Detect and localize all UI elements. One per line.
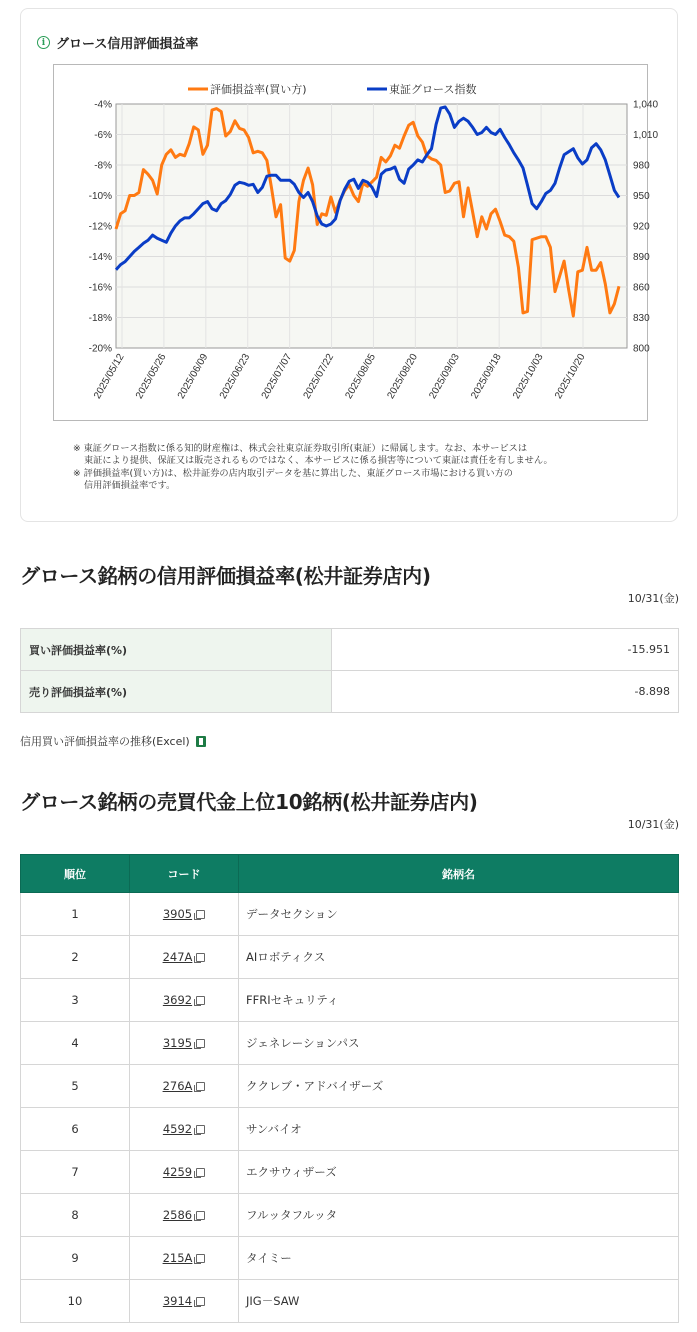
stock-name-cell: フルッタフルッタ: [239, 1194, 679, 1237]
ranking-body: [21, 893, 679, 1323]
y-right-tick-label: 830: [633, 313, 650, 324]
stock-name-cell: データセクション: [239, 893, 679, 936]
y-left-tick-label: -4%: [94, 99, 112, 111]
chart-svg: [54, 65, 659, 420]
ratio-row-sell: [21, 671, 679, 713]
stock-code-link[interactable]: 3914: [162, 1294, 193, 1308]
buy-ratio-label: 買い評価損益率(%): [21, 629, 332, 671]
code-cell: [130, 1194, 239, 1237]
stock-name-cell: JIG－SAW: [239, 1280, 679, 1323]
sell-ratio-label: 売り評価損益率(%): [21, 671, 332, 713]
copy-icon[interactable]: [196, 1211, 205, 1220]
ranking-date: 10/31(金): [627, 818, 679, 831]
sell-ratio-value: -8.898: [332, 671, 679, 713]
table-row: [21, 1108, 679, 1151]
stock-name-cell: AIロボティクス: [239, 936, 679, 979]
ratio-table: [20, 628, 679, 713]
table-row: [21, 1280, 679, 1323]
rank-cell: 8: [21, 1194, 130, 1237]
x-tick-label: 2025/05/26: [133, 352, 169, 401]
stock-name-cell: FFRIセキュリティ: [239, 979, 679, 1022]
x-tick-label: 2025/07/22: [301, 352, 337, 401]
x-tick-label: 2025/05/12: [92, 352, 127, 401]
code-cell: [130, 1065, 239, 1108]
header-code: コード: [130, 855, 239, 893]
code-cell: [130, 1237, 239, 1280]
table-row: [21, 1194, 679, 1237]
y-left-tick-label: -18%: [88, 313, 112, 324]
rank-cell: 2: [21, 936, 130, 979]
x-tick-label: 2025/07/07: [259, 352, 295, 401]
stock-code-link[interactable]: 3692: [162, 993, 193, 1007]
x-tick-label: 2025/06/09: [175, 352, 211, 401]
stock-code-link[interactable]: 247A: [162, 950, 193, 964]
y-left-tick-label: -6%: [94, 130, 112, 141]
stock-name-cell: タイミー: [239, 1237, 679, 1280]
table-row: [21, 1022, 679, 1065]
rank-cell: 10: [21, 1280, 130, 1323]
note-line: 東証により提供、保証又は販売されるものではなく、本サービスに係る損害等について東証は責任を有しません。: [84, 455, 553, 467]
chart-card-title-text: グロース信用評価損益率: [56, 37, 199, 52]
ratio-row-buy: [21, 629, 679, 671]
ratio-section-title: グロース銘柄の信用評価損益率(松井証券店内): [20, 564, 431, 588]
copy-icon[interactable]: [196, 953, 205, 962]
stock-name-cell: ククレブ・アドバイザーズ: [239, 1065, 679, 1108]
table-row: [21, 936, 679, 979]
ranking-table: [20, 854, 679, 1323]
note-line: ※ 評価損益率(買い方)は、松井証券の店内取引データを基に算出した、東証グロース市場における買い方の: [73, 467, 513, 479]
header-name: 銘柄名: [239, 855, 679, 893]
y-right-tick-label: 1,040: [633, 99, 659, 111]
rank-cell: 6: [21, 1108, 130, 1151]
stock-name-cell: サンバイオ: [239, 1108, 679, 1151]
y-right-tick-label: 980: [633, 160, 650, 172]
table-row: [21, 893, 679, 936]
copy-icon[interactable]: [196, 1082, 205, 1091]
chart-frame: [53, 64, 659, 421]
rank-cell: 7: [21, 1151, 130, 1194]
code-cell: [130, 1151, 239, 1194]
chart-notes: [73, 443, 553, 493]
copy-icon[interactable]: [196, 1254, 205, 1263]
code-cell: [130, 1280, 239, 1323]
x-tick-label: 2025/09/03: [427, 352, 462, 401]
y-left-tick-label: -14%: [88, 252, 112, 263]
y-left-tick-label: -10%: [88, 191, 112, 202]
stock-code-link[interactable]: 3905: [162, 907, 193, 921]
y-right-tick-label: 860: [633, 282, 650, 294]
table-row: [21, 1237, 679, 1280]
excel-link-text[interactable]: 信用買い評価損益率の推移(Excel): [20, 735, 190, 748]
stock-code-link[interactable]: 4259: [162, 1165, 193, 1179]
code-cell: [130, 1108, 239, 1151]
x-tick-label: 2025/10/20: [553, 352, 588, 401]
x-tick-label: 2025/08/05: [343, 352, 379, 401]
y-right-tick-label: 890: [633, 252, 650, 263]
ranking-section-title: グロース銘柄の売買代金上位10銘柄(松井証券店内): [20, 790, 478, 814]
header-rank: 順位: [21, 855, 130, 893]
copy-icon[interactable]: [196, 910, 205, 919]
y-right-tick-label: 1,010: [633, 130, 659, 141]
y-right-tick-label: 800: [633, 343, 650, 355]
stock-code-link[interactable]: 4592: [162, 1122, 193, 1136]
stock-name-cell: エクサウィザーズ: [239, 1151, 679, 1194]
rank-cell: 1: [21, 893, 130, 936]
y-left-tick-label: -8%: [94, 160, 112, 172]
copy-icon[interactable]: [196, 1125, 205, 1134]
code-cell: [130, 1022, 239, 1065]
legend-label: 東証グロース指数: [389, 83, 477, 96]
x-tick-label: 2025/10/03: [511, 352, 546, 401]
chart-card-title: [37, 33, 198, 52]
table-row: [21, 979, 679, 1022]
stock-code-link[interactable]: 215A: [162, 1251, 193, 1265]
table-row: [21, 1065, 679, 1108]
stock-name-cell: ジェネレーションパス: [239, 1022, 679, 1065]
code-cell: [130, 936, 239, 979]
y-right-tick-label: 950: [633, 191, 650, 202]
note-line: ※ 東証グロース指数に係る知的財産権は、株式会社東京証券取引所(東証）に帰属します。なお、本サービスは: [73, 443, 528, 454]
rank-cell: 4: [21, 1022, 130, 1065]
excel-download-link[interactable]: [20, 733, 206, 749]
code-cell: [130, 979, 239, 1022]
y-right-tick-label: 920: [633, 221, 650, 233]
rank-cell: 3: [21, 979, 130, 1022]
y-left-tick-label: -16%: [88, 282, 112, 294]
copy-icon[interactable]: [196, 996, 205, 1005]
rank-cell: 9: [21, 1237, 130, 1280]
copy-icon[interactable]: [196, 1168, 205, 1177]
info-icon[interactable]: i: [37, 36, 50, 49]
buy-ratio-value: -15.951: [332, 629, 679, 671]
chart-card: [20, 8, 678, 522]
stock-code-link[interactable]: 3195: [162, 1036, 193, 1050]
table-row: [21, 1151, 679, 1194]
ratio-date: 10/31(金): [627, 592, 679, 605]
y-left-tick-label: -20%: [88, 343, 112, 355]
rank-cell: 5: [21, 1065, 130, 1108]
stock-code-link[interactable]: 2586: [162, 1208, 193, 1222]
x-tick-label: 2025/06/23: [217, 352, 253, 401]
copy-icon[interactable]: [196, 1039, 205, 1048]
note-line: 信用評価損益率です。: [84, 480, 176, 492]
legend-label: 評価損益率(買い方): [210, 83, 307, 96]
excel-icon[interactable]: [196, 736, 206, 747]
copy-icon[interactable]: [196, 1297, 205, 1306]
ranking-header-row: [21, 855, 679, 893]
x-tick-label: 2025/09/18: [469, 352, 504, 401]
x-tick-label: 2025/08/20: [385, 352, 420, 401]
y-left-tick-label: -12%: [88, 221, 112, 233]
code-cell: [130, 893, 239, 936]
stock-code-link[interactable]: 276A: [162, 1079, 193, 1093]
